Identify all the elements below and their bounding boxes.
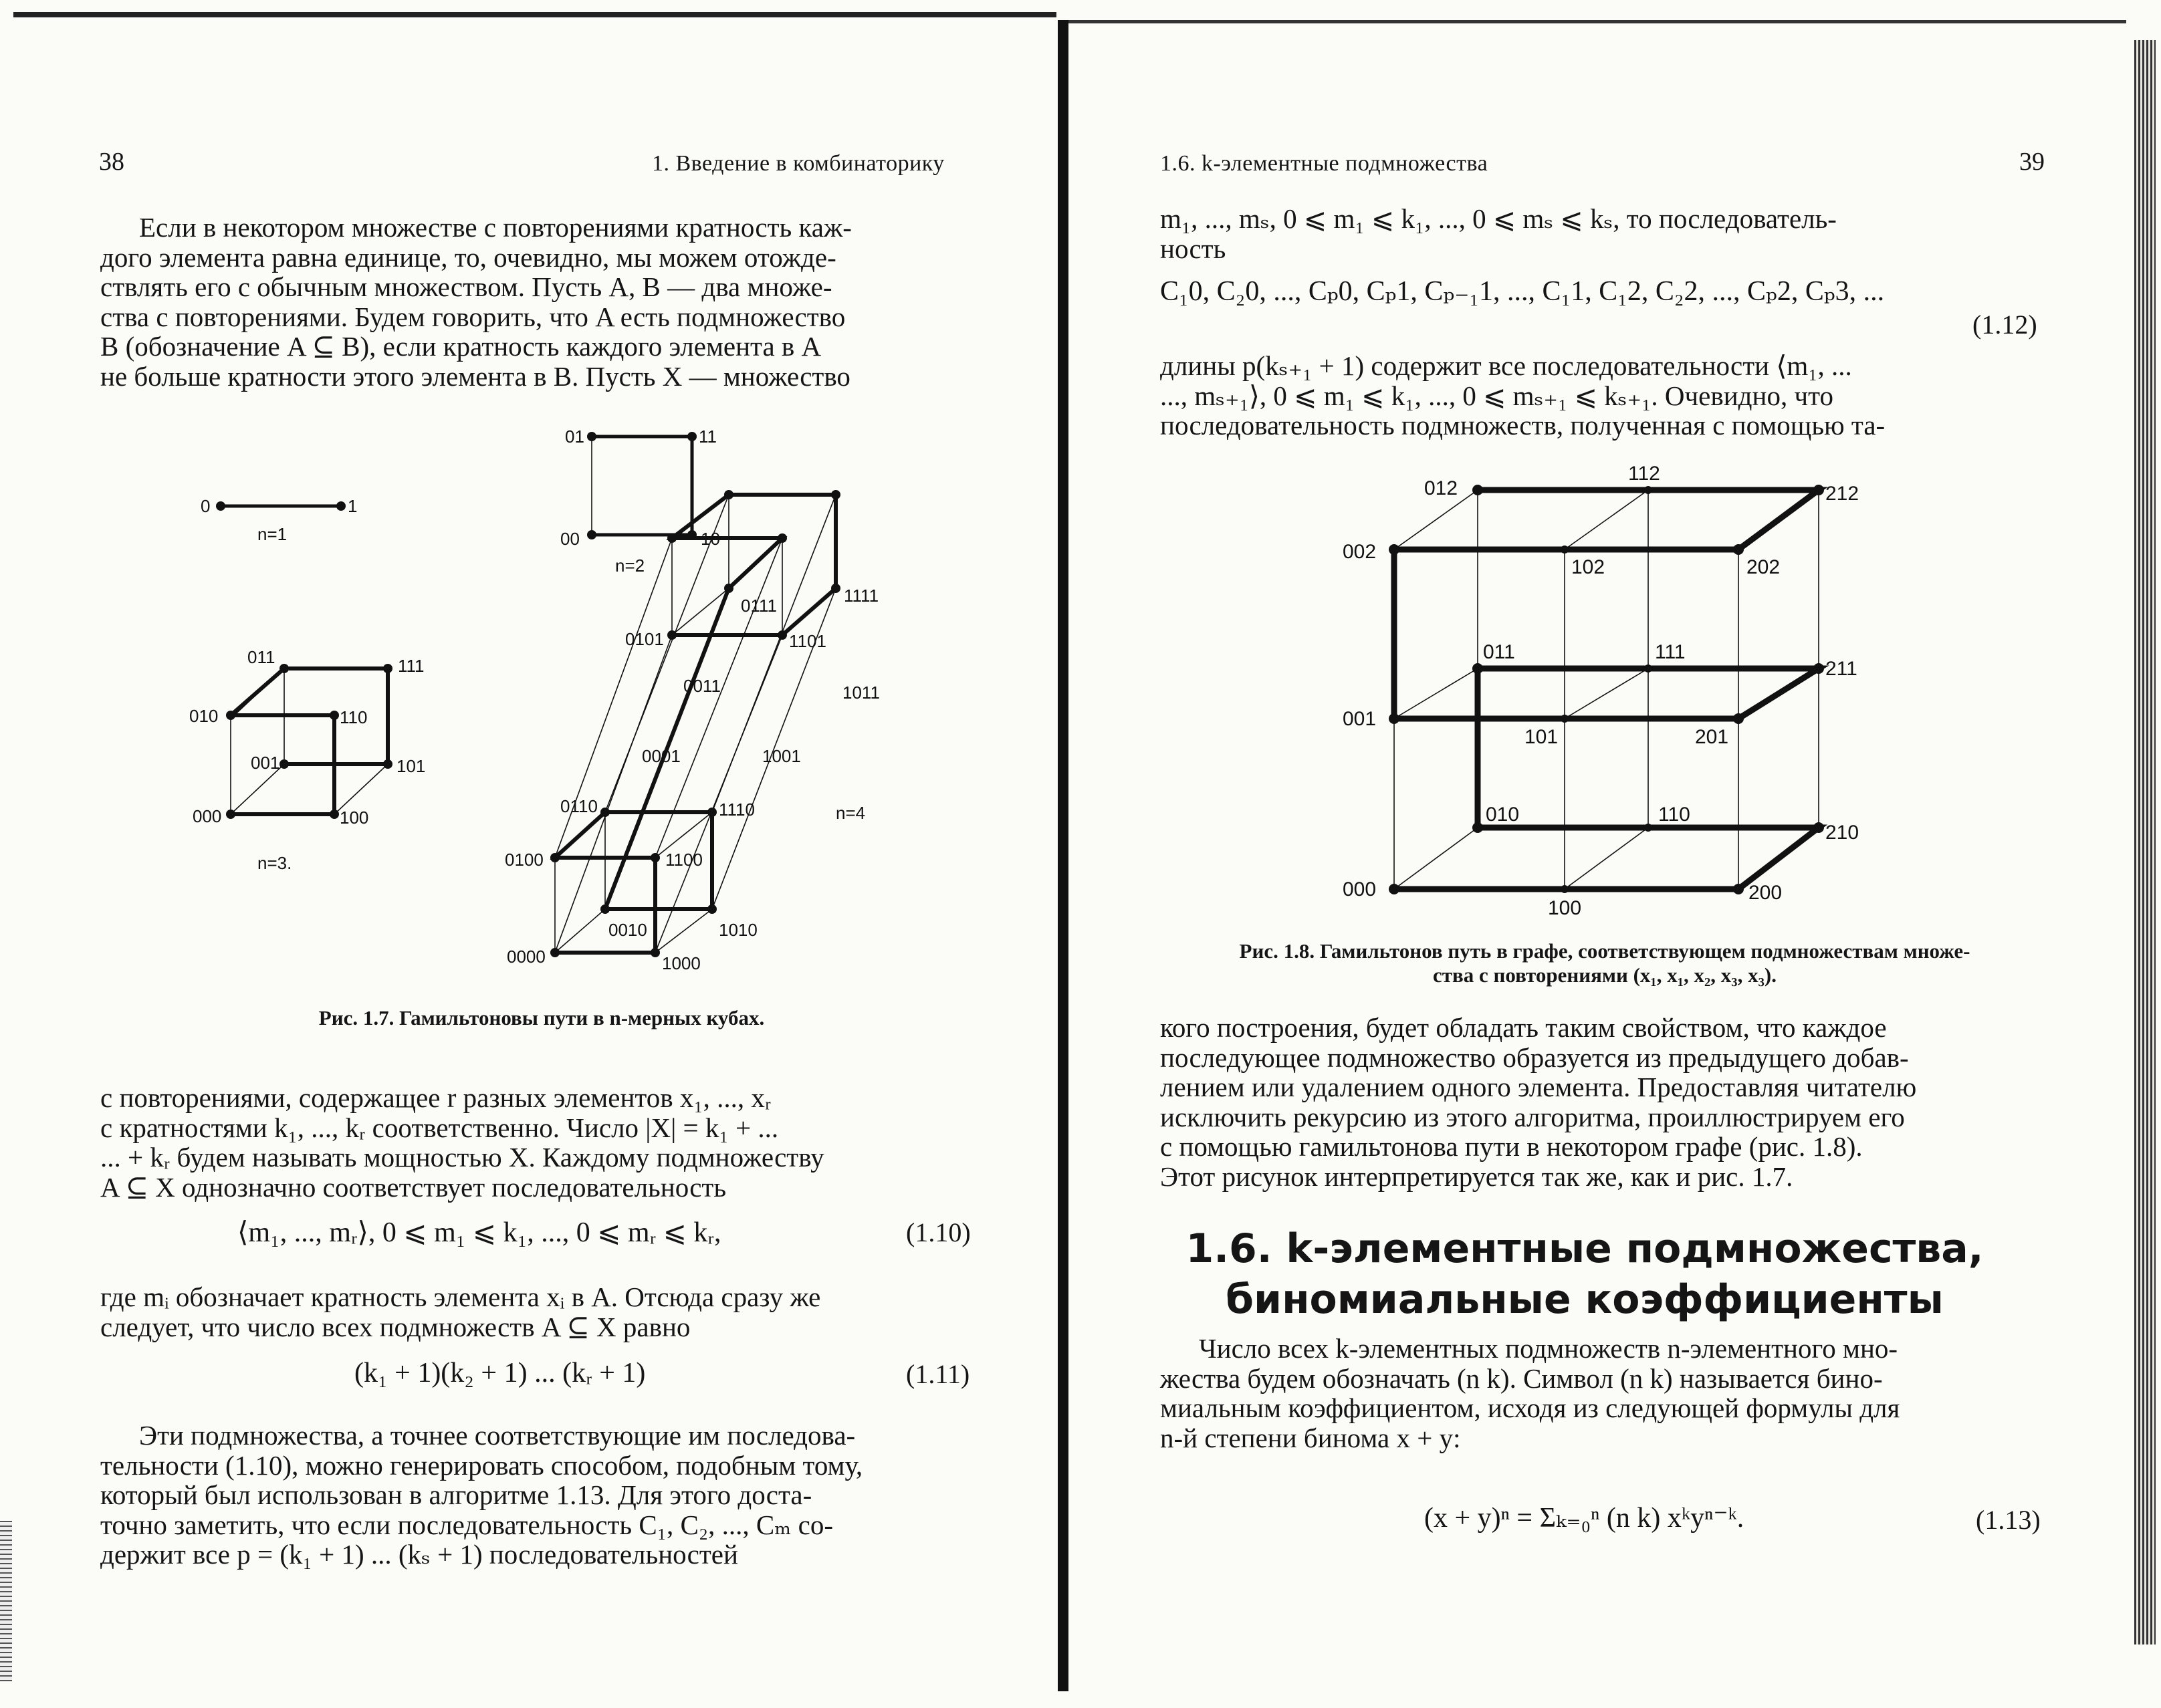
node-label: 0000 [507,947,546,967]
text-line: B (обозначение A ⊆ B), если кратность каждого элемента в A [100,331,822,362]
node-label: 1001 [762,746,801,766]
caption-line: ства с повторениями (x₁, x₁, x₂, x₃, x₃). [1433,963,1777,987]
section-heading-line: 1.6. k-элементные подмножества, [1185,1225,1984,1272]
node-label: 202 [1746,556,1781,578]
text-line: исключить рекурсию из этого алгоритма, проиллюстрируем его [1160,1101,1905,1132]
text-line: с повторениями, содержащее r разных элементов x₁, ..., xᵣ [100,1082,772,1113]
node-label: 1100 [665,850,703,870]
equation-number: (1.10) [906,1217,971,1247]
right-paragraph-3 [1160,1013,2049,1191]
node-label: 0001 [642,746,681,766]
node-label: 00 [560,529,580,549]
left-paragraph-3 [100,1282,983,1342]
node-label: 1000 [662,953,701,973]
node-label: 211 [1825,658,1857,680]
node-label: 110 [1658,804,1690,826]
node-label: 210 [1825,822,1859,844]
node-label: 0110 [560,796,598,816]
node-label: 011 [1483,641,1515,663]
section-heading-line: биномиальные коэффициенты [1226,1276,1944,1323]
equation-number: (1.11) [906,1359,970,1389]
text-line: точно заметить, что если последовательность C₁, C₂, ..., Cₘ со- [100,1509,833,1540]
node-label: 002 [1343,541,1377,563]
dimension-label: n=1 [257,524,288,544]
running-head-left: 1. Введение в комбинаторику [652,151,945,176]
equation-number: (1.12) [1972,310,2037,340]
node-label: 0 [201,496,211,516]
node-label: 111 [398,656,425,676]
node-label: 1010 [719,920,758,940]
text-line: последовательность подмножеств, полученная с помощью та- [1160,410,1886,441]
node-label: 10 [701,529,720,549]
node-label: 112 [1628,463,1660,485]
node-label: 100 [1548,897,1582,919]
text-line: ... + kᵣ будем называть мощностью X. Каждому подмножеству [100,1142,824,1173]
node-label: 01 [565,426,584,447]
text-line: ствлять его с обычным множеством. Пусть A, B — два множе- [100,271,832,302]
text-line: не больше кратности этого элемента в B. Пусть X — множество [100,360,850,392]
text-line: n-й степени бинома x + y: [1160,1422,1461,1453]
text-line: лением или удалением одного элемента. Предоставляя читателю [1160,1072,1917,1102]
node-label: 0100 [505,850,544,870]
text-line: ность [1160,233,1226,264]
text-line: Эти подмножества, а точнее соответствующие им последова- [139,1420,856,1451]
figure-1-8-caption [1160,939,2049,987]
node-label: 011 [247,647,275,667]
text-line: дого элемента равна единице, то, очевидно, мы можем отожде- [100,241,836,273]
text-line: m₁, ..., mₛ, 0 ⩽ m₁ ⩽ k₁, ..., 0 ⩽ mₛ ⩽ kₛ, то последователь- [1160,203,1837,234]
node-label: 0111 [741,596,777,616]
node-label: 100 [340,808,369,828]
caption-line: Рис. 1.8. Гамильтонов путь в графе, соответствующем подмножествам множе- [1239,939,1970,963]
running-head-right: 1.6. k-элементные подмножества [1160,151,1488,176]
equation-1-11: (k₁ + 1)(k₂ + 1) ... (kᵣ + 1) [354,1358,646,1388]
node-label: 212 [1825,483,1859,505]
node-label: 0010 [608,920,647,940]
text-line: миальным коэффициентом, исходя из следующей формулы для [1160,1392,1900,1423]
text-line: длины p(kₛ₊₁ + 1) содержит все последовательности ⟨m₁, ... [1160,350,1852,381]
node-label: 010 [189,706,219,726]
text-line: жества будем обозначать (n k). Символ (n k) называется бино- [1160,1362,1883,1394]
equation-1-10: ⟨m₁, ..., mᵣ⟩, 0 ⩽ m₁ ⩽ k₁, ..., 0 ⩽ mᵣ ⩽ kᵣ, [237,1217,721,1248]
node-label: 1110 [719,800,755,820]
dimension-label: n=3. [257,853,292,873]
node-label: 11 [699,426,717,447]
node-label: 1101 [789,631,826,651]
node-label: 012 [1424,477,1458,499]
node-label: 001 [251,753,280,773]
section-heading [1110,1223,2059,1325]
page-number-right: 39 [2019,148,2045,176]
node-label: 000 [1343,878,1377,900]
text-line: Если в некотором множестве с повторениями кратность каж- [139,212,852,243]
text-line: Этот рисунок интерпретируется так же, как и рис. 1.7. [1160,1161,1793,1192]
text-line: ства с повторениями. Будем говорить, что A есть подмножество [100,301,846,332]
equation-1-12: C₁0, C₂0, ..., Cₚ0, Cₚ1, Cₚ₋₁1, ..., C₁1, C₁2, C₂2, ..., Cₚ2, Cₚ3, ... [1160,276,1885,307]
equation-number: (1.13) [1976,1505,2041,1535]
text-line: с помощью гамильтонова пути в некотором графе (рис. 1.8). [1160,1131,1863,1162]
text-line: держит все p = (k₁ + 1) ... (kₛ + 1) последовательностей [100,1539,738,1570]
text-line: Число всех k-элементных подмножеств n-элементного мно- [1199,1333,1898,1364]
dimension-label: n=4 [836,803,866,823]
node-label: 1111 [844,586,879,606]
node-label: 001 [1343,708,1377,730]
text-line: который был использован в алгоритме 1.13. Для этого доста- [100,1479,812,1510]
node-label: 201 [1695,726,1729,748]
text-line: кого построения, будет обладать таким свойством, что каждое [1160,1012,1887,1043]
node-label: 110 [340,707,368,727]
text-line: последующее подмножество образуется из предыдущего добав- [1160,1042,1909,1073]
node-label: 111 [1655,641,1686,663]
node-label: 0011 [683,676,721,696]
left-paragraph-4 [100,1421,983,1570]
node-label: 1 [348,496,358,516]
figure-1-7-caption: Рис. 1.7. Гамильтоновы пути в n-мерных кубах. [318,1006,765,1029]
dimension-label: n=2 [615,556,645,576]
node-label: 1011 [842,683,880,703]
text-line: где mᵢ обозначает кратность элемента xᵢ в A. Отсюда сразу же [100,1282,821,1312]
left-paragraph-2 [100,1083,983,1202]
node-label: 200 [1748,882,1783,904]
node-label: 0101 [625,629,664,649]
node-label: 102 [1571,556,1605,578]
text-line: следует, что число всех подмножеств A ⊆ X равно [100,1311,691,1342]
node-label: 000 [193,806,222,826]
node-label: 101 [1524,726,1559,748]
text-line: A ⊆ X однозначно соответствует последовательность [100,1171,727,1203]
node-label: 010 [1486,804,1520,826]
equation-1-13: (x + y)ⁿ = Σₖ₌₀ⁿ (n k) xᵏyⁿ⁻ᵏ. [1424,1503,1744,1534]
node-label: 101 [396,756,426,776]
page-number-left: 38 [99,148,124,176]
text-line: ..., mₛ₊₁⟩, 0 ⩽ m₁ ⩽ k₁, ..., 0 ⩽ mₛ₊₁ ⩽ kₛ₊₁. Очевидно, что [1160,380,1833,411]
text-line: с кратностями k₁, ..., kᵣ соответственно. Число |X| = k₁ + ... [100,1112,779,1143]
right-paragraph-4 [1160,1334,2049,1453]
text-line: тельности (1.10), можно генерировать способом, подобным тому, [100,1449,863,1481]
page-stack-edge-left [0,1521,12,1681]
